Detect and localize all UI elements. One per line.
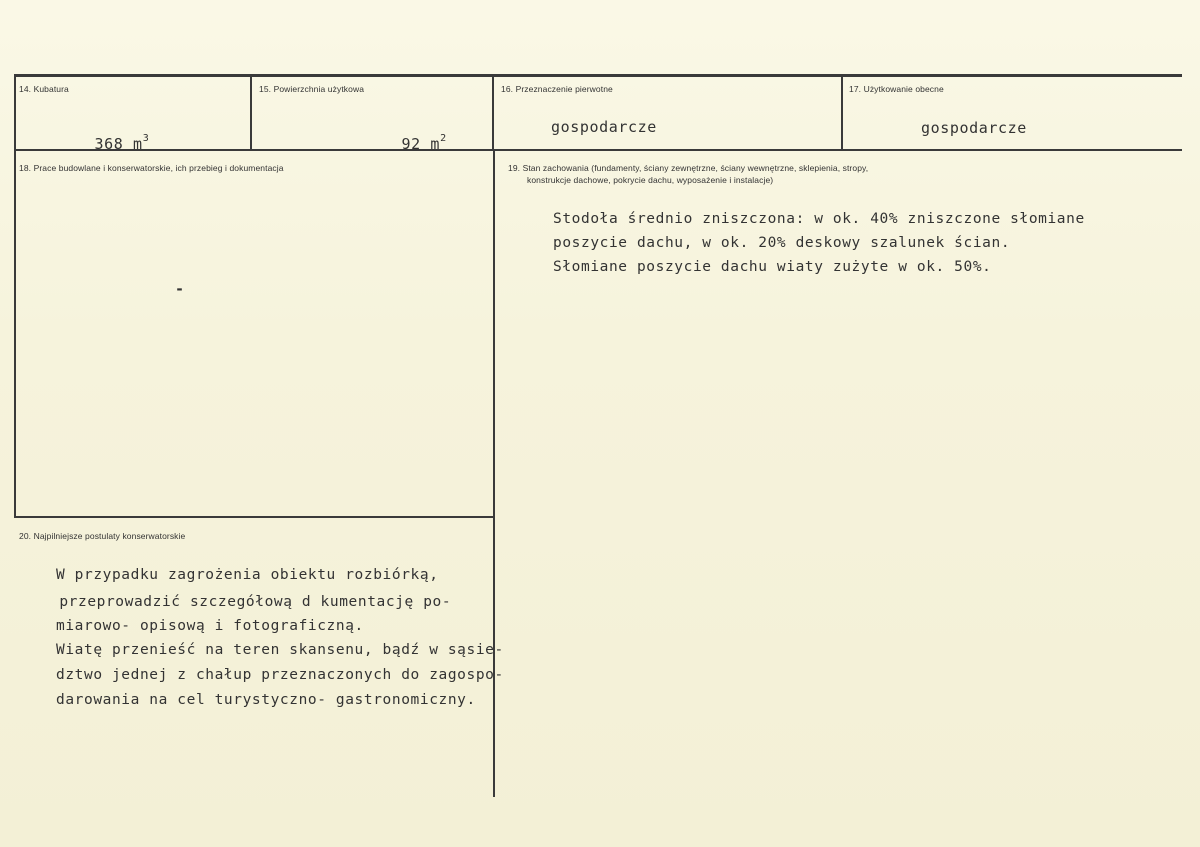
field15-exponent: 2 <box>440 133 447 144</box>
divider-15-16 <box>492 77 494 150</box>
field18-bottom-border <box>14 516 494 518</box>
field15-number: 92 m <box>401 135 441 153</box>
field14-number: 368 m <box>94 135 143 153</box>
top-border <box>14 74 1182 77</box>
field18-label: 18. Prace budowlane i konserwatorskie, ich przebieg i dokumentacja <box>19 163 284 173</box>
divider-16-17 <box>841 77 843 150</box>
field19-line-2: poszycie dachu, w ok. 20% deskowy szalunek ścian. <box>553 235 1011 251</box>
field19-line-1: Stodoła średnio zniszczona: w ok. 40% zniszczone słomiane <box>553 211 1085 227</box>
field20-label: 20. Najpilniejsze postulaty konserwatorskie <box>19 531 186 541</box>
field17-value: gospodarcze <box>921 119 1027 137</box>
field17-label: 17. Użytkowanie obecne <box>849 84 944 94</box>
field20-line-5: dztwo jednej z chałup przeznaczonych do zagospo- <box>56 667 504 683</box>
field19-label-line2: konstrukcje dachowe, pokrycie dachu, wyposażenie i instalacje) <box>527 175 774 185</box>
field20-line-3: miarowo- opisową i fotograficzną. <box>56 618 364 634</box>
field16-value: gospodarcze <box>551 118 657 136</box>
row1-bottom-border <box>14 149 1182 151</box>
field20-line-2: przeprowadzić szczegółową d kumentację po- <box>50 594 452 610</box>
field14-label: 14. Kubatura <box>19 84 69 94</box>
field14-exponent: 3 <box>142 133 150 144</box>
center-divider <box>493 151 495 797</box>
field15-value <box>363 115 447 171</box>
field20-line-4: Wiatę przenieść na teren skansenu, bądź w sąsie- <box>56 642 504 658</box>
field18-value: - <box>175 280 185 298</box>
divider-14-15 <box>250 77 252 150</box>
field20-line-6: darowania na cel turystyczno- gastronomiczny. <box>56 692 476 708</box>
field20-line-1: W przypadku zagrożenia obiektu rozbiórką, <box>56 567 439 583</box>
left-border <box>14 77 16 517</box>
field16-label: 16. Przeznaczenie pierwotne <box>501 84 613 94</box>
field19-line-3: Słomiane poszycie dachu wiaty zużyte w ok. 50%. <box>553 259 992 275</box>
field15-label: 15. Powierzchnia użytkowa <box>259 84 365 94</box>
field19-label-line1: 19. Stan zachowania (fundamenty, ściany zewnętrzne, ściany wewnętrzne, sklepienia, stropy, <box>508 163 869 173</box>
